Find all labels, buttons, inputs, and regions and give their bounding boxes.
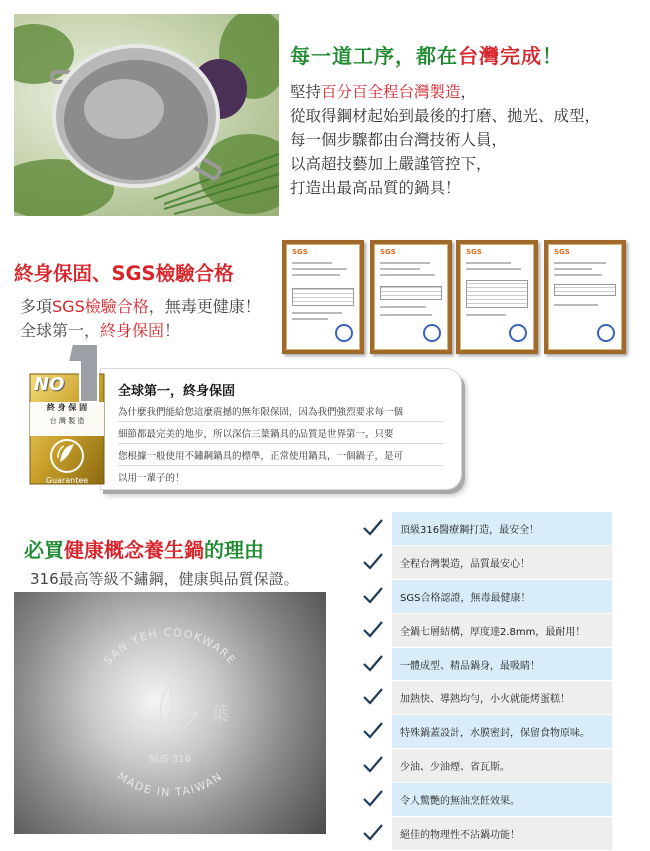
list-item <box>362 817 612 851</box>
sgs-certificate: SGS <box>370 240 452 354</box>
svg-text:MADE IN TAIWAN <box>115 769 225 799</box>
list-item <box>362 546 612 580</box>
list-item <box>362 648 612 682</box>
check-icon <box>362 719 384 741</box>
check-icon <box>362 652 384 674</box>
leaf-logo-icon <box>136 684 198 734</box>
steel-grade-text: SUS 316 <box>148 754 192 765</box>
check-icon <box>362 787 384 809</box>
steel-char-right: 葉 <box>211 704 229 725</box>
check-icon <box>362 821 384 843</box>
steel-char-left: 三 <box>109 704 127 725</box>
check-icon <box>362 618 384 640</box>
steel-origin-text: MADE IN TAIWAN <box>114 769 226 800</box>
headline-taiwan-made: 每一道工序，都在台灣完成！ <box>290 44 563 68</box>
reason-text: 令人驚艷的無油烹飪效果。 <box>392 783 612 816</box>
badge-guarantee: Guarantee <box>45 476 89 485</box>
list-item <box>362 749 612 783</box>
badge-line2: 台 灣 製 造 <box>49 417 85 425</box>
sgs-certificate: SGS <box>544 240 626 354</box>
reason-text: 特殊鍋蓋設計，水膜密封，保留食物原味。 <box>392 715 612 748</box>
list-item <box>362 681 612 715</box>
warranty-title: 全球第一，終身保固 <box>118 384 236 399</box>
warranty-text-line: 為什麼我們能給您這麼震撼的無年限保固，因為我們強烈要求每一個 <box>118 407 404 418</box>
warranty-text-line: 細節都最完美的地步，所以深信三葉鍋具的品質是世界第一。只要 <box>118 429 394 440</box>
sgs-subline: 多項SGS檢驗合格，無毒更健康！ <box>20 297 261 316</box>
headline-warranty-sgs: 終身保固、SGS檢驗合格 <box>14 262 234 285</box>
reason-text: 全鍋七層結構，厚度達2.8mm，最耐用！ <box>392 614 612 647</box>
check-icon <box>362 584 384 606</box>
svg-text:SAN YEH COOKWARE <box>101 626 238 668</box>
list-item <box>362 783 612 817</box>
badge-line1: 終 身 保 固 <box>46 403 88 412</box>
sgs-certificate: SGS <box>456 240 538 354</box>
badge-no-text: NO <box>34 374 65 395</box>
reason-text: 一體成型、精品鍋身，最吸睛！ <box>392 648 612 681</box>
list-item <box>362 512 612 546</box>
reason-text: 全程台灣製造，品質最安心！ <box>392 546 612 579</box>
sgs-certificate: SGS <box>282 240 364 354</box>
check-icon <box>362 516 384 538</box>
warranty-subline: 全球第一，終身保固！ <box>20 321 181 340</box>
steel-subline: 316最高等級不鏽鋼，健康與品質保證。 <box>30 570 299 588</box>
reason-text: SGS合格認證，無毒最健康！ <box>392 580 612 613</box>
reason-text: 加熱快、導熱均勻，小火就能烤蛋糕！ <box>392 681 612 714</box>
reason-text: 頂級316醫療鋼打造，最安全！ <box>392 512 612 545</box>
sus316-steel-closeup <box>14 592 326 834</box>
reasons-checklist <box>362 512 612 851</box>
check-icon <box>362 753 384 775</box>
check-icon <box>362 550 384 572</box>
headline-reasons: 必買健康概念養生鍋的理由 <box>24 538 264 562</box>
list-item <box>362 580 612 614</box>
reason-text: 絕佳的物理性不沾鍋功能！ <box>392 817 612 850</box>
warranty-text-line: 以用一輩子的！ <box>118 473 185 484</box>
pan-with-herbs-photo <box>14 14 279 216</box>
warranty-text-line: 您根據一般使用不鏽鋼鍋具的標準，正常使用鍋具，一個鍋子，是可 <box>118 451 404 462</box>
reason-text: 少油、少油煙、省瓦斯。 <box>392 749 612 782</box>
taiwan-made-paragraph: 堅持百分百全程台灣製造， 從取得鋼材起始到最後的打磨、拋光、成型， 每一個步驟都由台灣技術人員， 以高超技藝加上嚴謹管控下， 打造出最高品質的鍋具！ <box>290 83 601 197</box>
no1-guarantee-badge <box>24 344 110 502</box>
check-icon <box>362 685 384 707</box>
list-item <box>362 715 612 749</box>
list-item <box>362 614 612 648</box>
steel-brand-text: SAN YEH COOKWARE <box>101 625 239 668</box>
